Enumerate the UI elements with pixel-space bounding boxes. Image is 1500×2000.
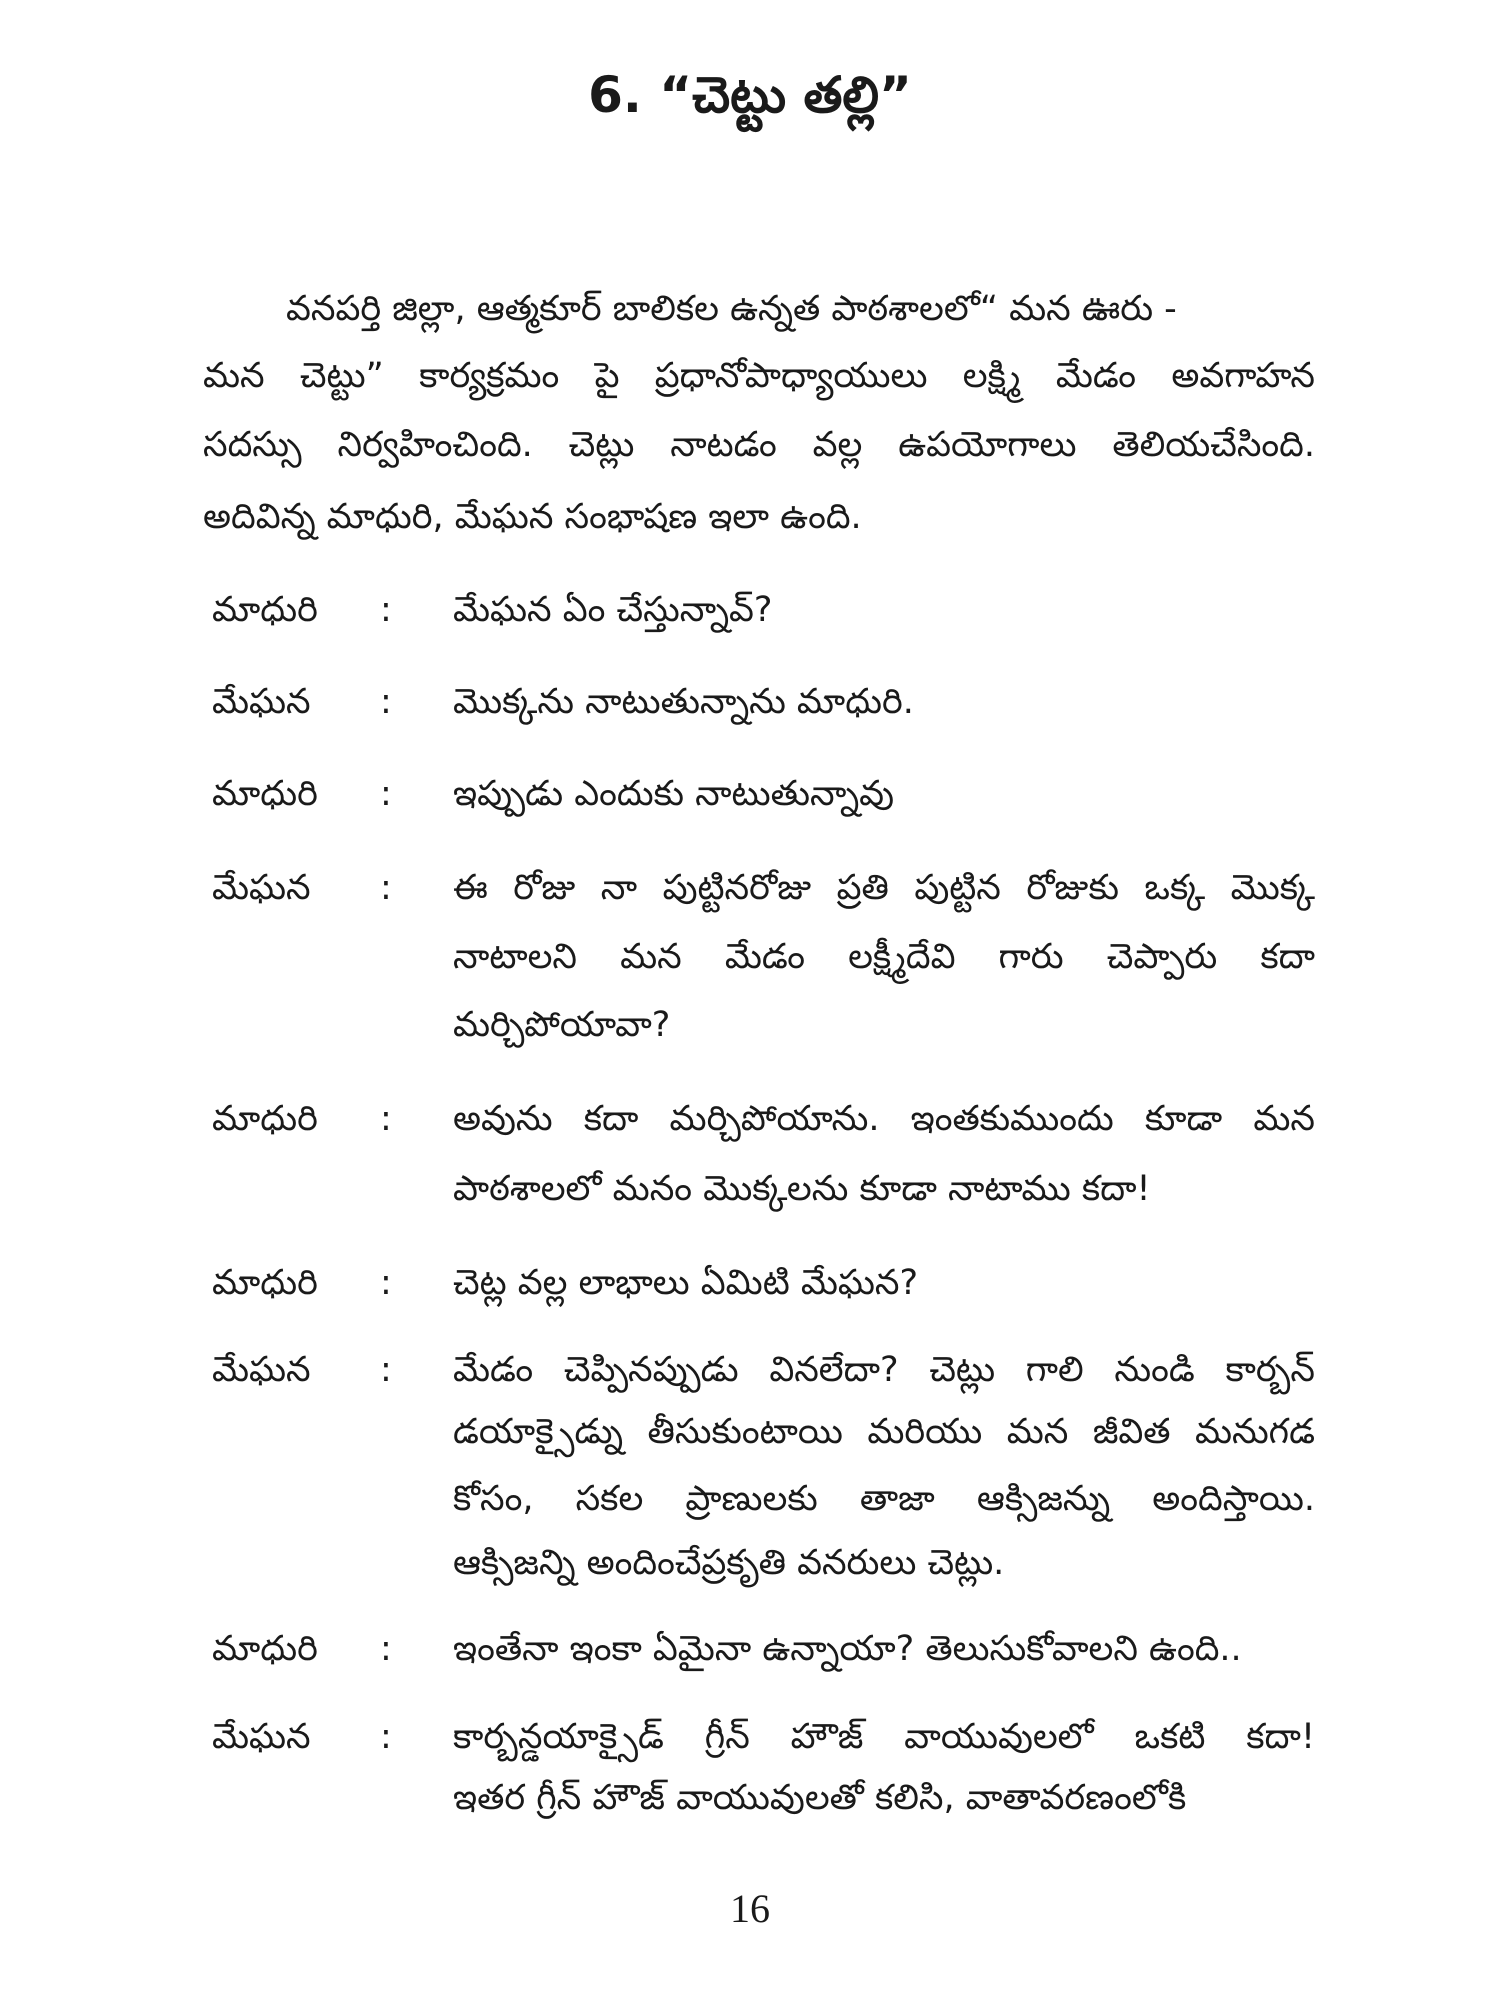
dialogue-line: మేడం చెప్పినప్పుడు వినలేదా? చెట్లు గాలి నుండి కార్బన్ [453, 1350, 1315, 1390]
speaker-colon: : [380, 1629, 392, 1669]
dialogue-line: కోసం, సకల ప్రాణులకు తాజా ఆక్సిజన్ను అందిస్తాయి. [453, 1479, 1315, 1519]
speaker-name: మాధురి [212, 590, 318, 630]
speaker-colon: : [380, 1717, 392, 1757]
speaker-name: మాధురి [212, 1629, 318, 1669]
dialogue-line: మర్చిపోయావా? [453, 1005, 671, 1045]
dialogue-line: అవును కదా మర్చిపోయాను. ఇంతకుముందు కూడా మన [453, 1099, 1315, 1139]
speaker-colon: : [380, 590, 392, 630]
page-title: 6. “చెట్టు తల్లి” [588, 66, 912, 124]
speaker-colon: : [380, 1350, 392, 1390]
speaker-name: మాధురి [212, 1099, 318, 1139]
dialogue-line: ఇంతేనా ఇంకా ఏమైనా ఉన్నాయా? తెలుసుకోవాలని ఉంది.. [453, 1629, 1242, 1669]
dialogue-line: కార్బన్డయాక్సైడ్ గ్రీన్ హౌజ్ వాయువులలో ఒకటి కదా! [453, 1717, 1315, 1757]
dialogue-line: డయాక్సైడ్ను తీసుకుంటాయి మరియు మన జీవిత మనుగడ [453, 1412, 1315, 1452]
speaker-colon: : [380, 682, 392, 722]
dialogue-line: మొక్కను నాటుతున్నాను మాధురి. [453, 682, 914, 722]
intro-line: మన చెట్టు” కార్యక్రమం పై ప్రధానోపాధ్యాయులు లక్ష్మి మేడం అవగాహన [203, 356, 1315, 396]
speaker-colon: : [380, 1099, 392, 1139]
dialogue-line: ఇతర గ్రీన్ హౌజ్ వాయువులతో కలిసి, వాతావరణంలోకి [453, 1778, 1187, 1818]
speaker-name: మాధురి [212, 774, 318, 814]
intro-line: అదివిన్న మాధురి, మేఘన సంభాషణ ఇలా ఉంది. [203, 497, 862, 537]
dialogue-line: ఈ రోజు నా పుట్టినరోజు ప్రతి పుట్టిన రోజుకు ఒక్క మొక్క [453, 868, 1315, 908]
speaker-colon: : [380, 774, 392, 814]
dialogue-line: ఇప్పుడు ఎందుకు నాటుతున్నావు [453, 774, 895, 814]
speaker-name: మేఘన [212, 1717, 311, 1757]
intro-line: సదస్సు నిర్వహించింది. చెట్లు నాటడం వల్ల ఉపయోగాలు తెలియచేసింది. [203, 425, 1315, 465]
dialogue-line: చెట్ల వల్ల లాభాలు ఏమిటి మేఘన? [453, 1263, 919, 1303]
speaker-name: మాధురి [212, 1263, 318, 1303]
speaker-name: మేఘన [212, 868, 311, 908]
speaker-name: మేఘన [212, 682, 311, 722]
dialogue-line: పాఠశాలలో మనం మొక్కలను కూడా నాటాము కదా! [453, 1169, 1151, 1209]
dialogue-line: ఆక్సిజన్ని అందించేప్రకృతి వనరులు చెట్లు. [453, 1543, 1005, 1583]
speaker-colon: : [380, 1263, 392, 1303]
intro-line: వనపర్తి జిల్లా, ఆత్మకూర్ బాలికల ఉన్నత పాఠశాలలో“ మన ఊరు - [286, 289, 1177, 329]
speaker-name: మేఘన [212, 1350, 311, 1390]
dialogue-line: మేఘన ఏం చేస్తున్నావ్? [453, 590, 773, 630]
speaker-colon: : [380, 868, 392, 908]
dialogue-line: నాటాలని మన మేడం లక్ష్మీదేవి గారు చెప్పారు కదా [453, 937, 1315, 977]
page-number: 16 [730, 1886, 770, 1931]
